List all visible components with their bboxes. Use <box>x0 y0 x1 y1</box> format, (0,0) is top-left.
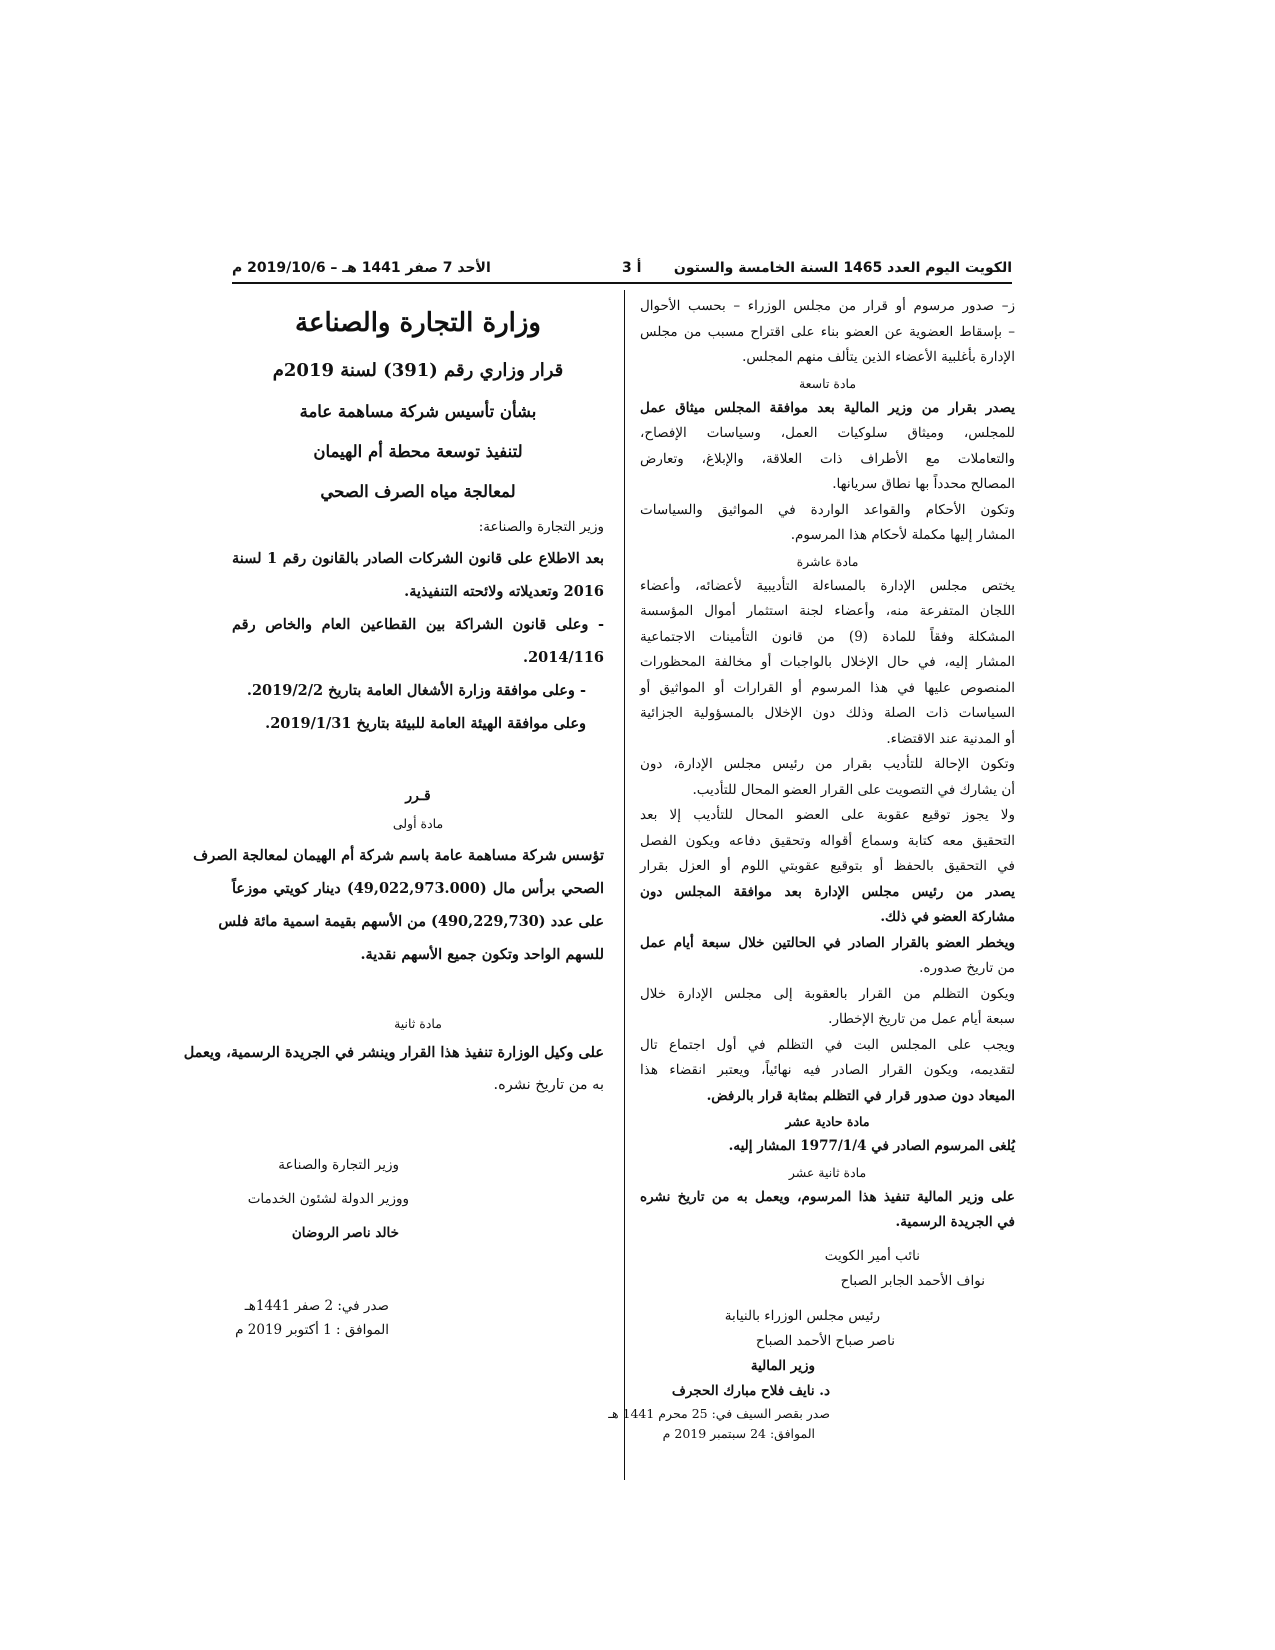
text-line: ويكون التظلم من القرار بالعقوبة إلى مجلس الإدارة خلال <box>640 985 1015 1002</box>
subject-line: لمعالجة مياه الصرف الصحي <box>320 482 516 501</box>
issue-date-line: صدر بقصر السيف في: 25 محرم 1441 هـ <box>608 1405 830 1421</box>
text-line: الإدارة بأغلبية الأعضاء الذين يتألف منهم المجلس. <box>742 349 1015 365</box>
left-column <box>183 294 604 1342</box>
issue-date: الأحد 7 صفر 1441 هـ – 2019/10/6 م <box>232 260 491 276</box>
text-line: يصدر بقرار من وزير المالية بعد موافقة المجلس ميثاق عمل <box>640 399 1015 416</box>
preamble-line: وعلى موافقة الهيئة العامة للبيئة بتاريخ 2019/1/31. <box>265 715 586 732</box>
article-heading: مادة ثانية عشر <box>788 1164 867 1180</box>
text-line: على وزير المالية تنفيذ هذا المرسوم، ويعمل به من تاريخ نشره <box>640 1188 1015 1205</box>
text-line: للسهم الواحد وتكون جميع الأسهم نقدية. <box>360 946 604 963</box>
text-line: ويجب على المجلس البت في التظلم في أول اجتماع تال <box>640 1036 1015 1053</box>
article-heading: مادة تاسعة <box>798 375 857 391</box>
text-line: يصدر من رئيس مجلس الإدارة بعد موافقة المجلس دون <box>640 883 1015 900</box>
decree-signatures <box>608 1244 1015 1444</box>
signatory-name: ناصر صباح الأحمد الصباح <box>755 1332 895 1349</box>
text-line: أو المدنية عند الاقتضاء. <box>886 730 1015 747</box>
text-line: على عدد (490,229,730) من الأسهم بقيمة اسمية مائة فلس <box>218 913 604 930</box>
text-line: سبعة أيام عمل من تاريخ الإخطار. <box>828 1011 1015 1027</box>
text-line: ز– صدور مرسوم أو قرار من مجلس الوزراء – بحسب الأحوال <box>640 298 1015 314</box>
column-divider <box>624 290 625 1480</box>
signatory-name: خالد ناصر الروضان <box>291 1225 399 1241</box>
preamble-line: 2014/116. <box>523 649 604 666</box>
text-line: تؤسس شركة مساهمة عامة باسم شركة أم الهيمان لمعالجة الصرف <box>193 847 604 864</box>
text-line: المصالح محدداً بها نطاق سريانها. <box>832 476 1015 492</box>
article-heading: مادة حادية عشر <box>785 1114 870 1129</box>
subject-line: لتنفيذ توسعة محطة أم الهيمان <box>313 442 523 461</box>
corresponding-date-line: الموافق: 24 سبتمبر 2019 م <box>662 1425 815 1441</box>
text-line: أن يشارك في التصويت على القرار العضو المحال للتأديب. <box>692 781 1015 798</box>
preamble-line: 2016 وتعديلاته ولائحته التنفيذية. <box>404 583 604 600</box>
text-line: به من تاريخ نشره. <box>493 1077 604 1093</box>
right-column <box>608 294 1016 1444</box>
article-heading: مادة ثانية <box>394 1016 442 1031</box>
corresponding-date-line: الموافق : 1 أكتوبر 2019 م <box>235 1322 389 1338</box>
minister-label: وزير التجارة والصناعة: <box>478 519 604 535</box>
text-line: الصحي برأس مال (49,022,973.000) دينار كويتي موزعاً <box>232 880 604 897</box>
text-line: من تاريخ صدوره. <box>919 960 1015 976</box>
ministry-heading: وزارة التجارة والصناعة <box>295 308 541 338</box>
subject-line: بشأن تأسيس شركة مساهمة عامة <box>299 402 537 421</box>
text-line: السياسات ذات الصلة وذلك دون الإخلال بالمسؤولية الجزائية <box>640 705 1015 721</box>
signatory-name: نواف الأحمد الجابر الصباح <box>840 1272 985 1289</box>
text-line: المشكلة وفقاً للمادة (9) من قانون التأمينات الاجتماعية <box>640 628 1016 645</box>
signatory-title: نائب أمير الكويت <box>824 1247 920 1264</box>
text-line: المنصوص عليها في هذا المرسوم أو القرارات أو المواثيق أو <box>640 679 1015 696</box>
text-line: اللجان المتفرعة منه، وأعضاء لجنة استثمار أموال المؤسسة <box>640 603 1015 619</box>
preamble-line: - وعلى قانون الشراكة بين القطاعين العام والخاص رقم <box>232 616 604 633</box>
decision-signatures <box>232 1148 604 1342</box>
preamble-line: - وعلى موافقة وزارة الأشغال العامة بتاريخ 2019/2/2. <box>246 682 586 699</box>
text-line: مشاركة العضو في ذلك. <box>880 909 1015 925</box>
signatory-title: رئيس مجلس الوزراء بالنيابة <box>724 1307 880 1324</box>
text-line: في التحقيق بالحفظ أو بتوقيع عقوبتي اللوم أو العزل بقرار <box>640 858 1015 874</box>
issue-date-line: صدر في: 2 صفر 1441هـ <box>244 1298 389 1314</box>
text-line: – بإسقاط العضوية عن العضو بناء على اقتراح مسبب من مجلس <box>640 323 1015 340</box>
page-header <box>232 258 1012 284</box>
signatory-name: د. نايف فلاح مبارك الحجرف <box>671 1382 830 1399</box>
decided-heading: قـرر <box>405 788 431 804</box>
text-line: يختص مجلس الإدارة بالمساءلة التأديبية لأعضائه، وأعضاء <box>640 577 1015 594</box>
text-line: وتكون الإحالة للتأديب بقرار من رئيس مجلس الإدارة، دون <box>640 756 1015 772</box>
text-line: على وكيل الوزارة تنفيذ هذا القرار وينشر في الجريدة الرسمية، ويعمل <box>183 1044 604 1061</box>
text-line: الميعاد دون صدور قرار في التظلم بمثابة قرار بالرفض. <box>706 1087 1015 1104</box>
text-line: المشار إليها مكملة لأحكام هذا المرسوم. <box>790 527 1015 543</box>
article-heading: مادة أولى <box>392 816 444 831</box>
text-line: في الجريدة الرسمية. <box>895 1214 1015 1230</box>
text-line: وتكون الأحكام والقواعد الواردة في المواثيق والسياسات <box>640 501 1015 518</box>
signatory-title: وزير المالية <box>750 1357 815 1374</box>
signatory-title: وزير التجارة والصناعة <box>278 1157 399 1173</box>
text-line: ولا يجوز توقيع عقوبة على العضو المحال للتأديب إلا بعد <box>640 807 1015 823</box>
text-line: والتعاملات مع الأطراف ذات العلاقة، والإبلاغ، وتعارض <box>640 450 1015 467</box>
text-line: ويخطر العضو بالقرار الصادر في الحالتين خلال سبعة أيام عمل <box>640 934 1015 951</box>
text-line: لتقديمه، ويكون القرار الصادر فيه نهائياً، ويعتبر انقضاء هذا <box>640 1062 1015 1078</box>
preamble-line: بعد الاطلاع على قانون الشركات الصادر بالقانون رقم 1 لسنة <box>232 550 604 567</box>
signatory-title: ووزير الدولة لشئون الخدمات <box>247 1191 409 1207</box>
text-line: التحقيق معه كتابة وسماع أقواله وتحقيق دفاعه ويكون الفصل <box>640 832 1015 849</box>
publication-info: الكويت اليوم العدد 1465 السنة الخامسة والستون <box>673 260 1012 276</box>
page-number: أ 3 <box>622 260 642 276</box>
text-line: للمجلس، وميثاق سلوكيات العمل، وسياسات الإفصاح، <box>640 425 1015 441</box>
article-heading: مادة عاشرة <box>796 553 859 569</box>
text-line: يُلغى المرسوم الصادر في 1977/1/4 المشار إليه. <box>728 1138 1015 1154</box>
decision-title: قرار وزاري رقم (391) لسنة 2019م <box>272 360 564 381</box>
text-line: المشار إليه، في حال الإخلال بالواجبات أو مخالفة المحظورات <box>640 654 1015 670</box>
